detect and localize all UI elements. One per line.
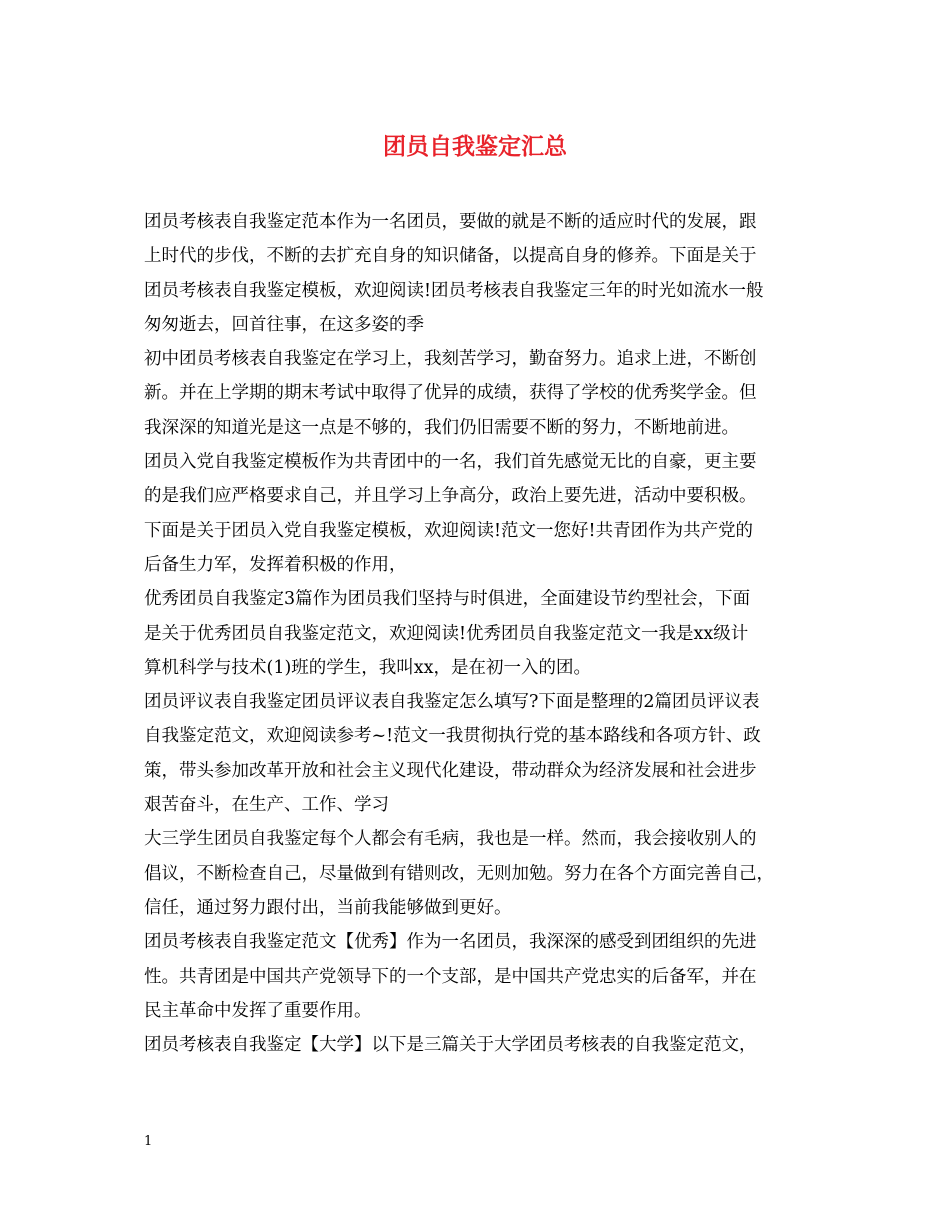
body-line: 的是我们应严格要求自己，并且学习上争高分，政治上要先进，活动中要积极。	[144, 486, 757, 507]
body-line: 算机科学与技术(1)班的学生，我叫xx，是在初一入的团。	[144, 657, 592, 678]
body-line: 团员考核表自我鉴定范文【优秀】作为一名团员，我深深的感受到团组织的先进	[144, 932, 757, 953]
body-line: 团员评议表自我鉴定团员评议表自我鉴定怎么填写?下面是整理的2篇团员评议表	[144, 692, 760, 713]
body-line: 我深深的知道光是这一点是不够的，我们仍旧需要不断的努力，不断地前进。	[144, 417, 739, 438]
body-line: 优秀团员自我鉴定3篇作为团员我们坚持与时俱进，全面建设节约型社会，下面	[144, 589, 751, 610]
body-line: 大三学生团员自我鉴定每个人都会有毛病，我也是一样。然而，我会接收别人的	[144, 829, 757, 850]
body-line: 初中团员考核表自我鉴定在学习上，我刻苦学习，勤奋努力。追求上进，不断创	[144, 349, 757, 370]
body-line: 自我鉴定范文，欢迎阅读参考~!范文一我贯彻执行党的基本路线和各项方针、政	[144, 726, 761, 747]
body-line: 性。共青团是中国共产党领导下的一个支部，是中国共产党忠实的后备军，并在	[144, 966, 757, 987]
body-line: 下面是关于团员入党自我鉴定模板，欢迎阅读!范文一您好!共青团作为共产党的	[144, 520, 754, 541]
body-line: 团员考核表自我鉴定范本作为一名团员，要做的就是不断的适应时代的发展，跟	[144, 212, 757, 232]
body-line: 匆匆逝去，回首往事，在这多姿的季	[144, 314, 424, 335]
body-line: 上时代的步伐，不断的去扩充自身的知识储备，以提高自身的修养。下面是关于	[144, 246, 757, 267]
body-line: 艰苦奋斗，在生产、工作、学习	[144, 795, 389, 816]
body-line: 民主革命中发挥了重要作用。	[144, 1000, 372, 1021]
body-line: 信任，通过努力跟付出，当前我能够做到更好。	[144, 897, 512, 918]
document-title: 团员自我鉴定汇总	[383, 134, 567, 160]
body-line: 后备生力军，发挥着积极的作用，	[144, 554, 407, 575]
body-line: 策，带头参加改革开放和社会主义现代化建设，带动群众为经济发展和社会进步	[144, 760, 757, 781]
body-line: 团员考核表自我鉴定模板，欢迎阅读!团员考核表自我鉴定三年的时光如流水一般	[144, 280, 764, 301]
body-line: 团员入党自我鉴定模板作为共青团中的一名，我们首先感觉无比的自豪，更主要	[144, 452, 757, 473]
page-number: 1	[144, 1134, 153, 1149]
body-line: 新。并在上学期的期末考试中取得了优异的成绩，获得了学校的优秀奖学金。但	[144, 383, 757, 404]
body-line: 是关于优秀团员自我鉴定范文，欢迎阅读!优秀团员自我鉴定范文一我是xx级计	[144, 623, 749, 644]
body-line: 团员考核表自我鉴定【大学】以下是三篇关于大学团员考核表的自我鉴定范文，	[144, 1035, 757, 1056]
document-body	[144, 205, 812, 1062]
body-line: 倡议，不断检查自己，尽量做到有错则改，无则加勉。努力在各个方面完善自己，	[144, 863, 774, 884]
